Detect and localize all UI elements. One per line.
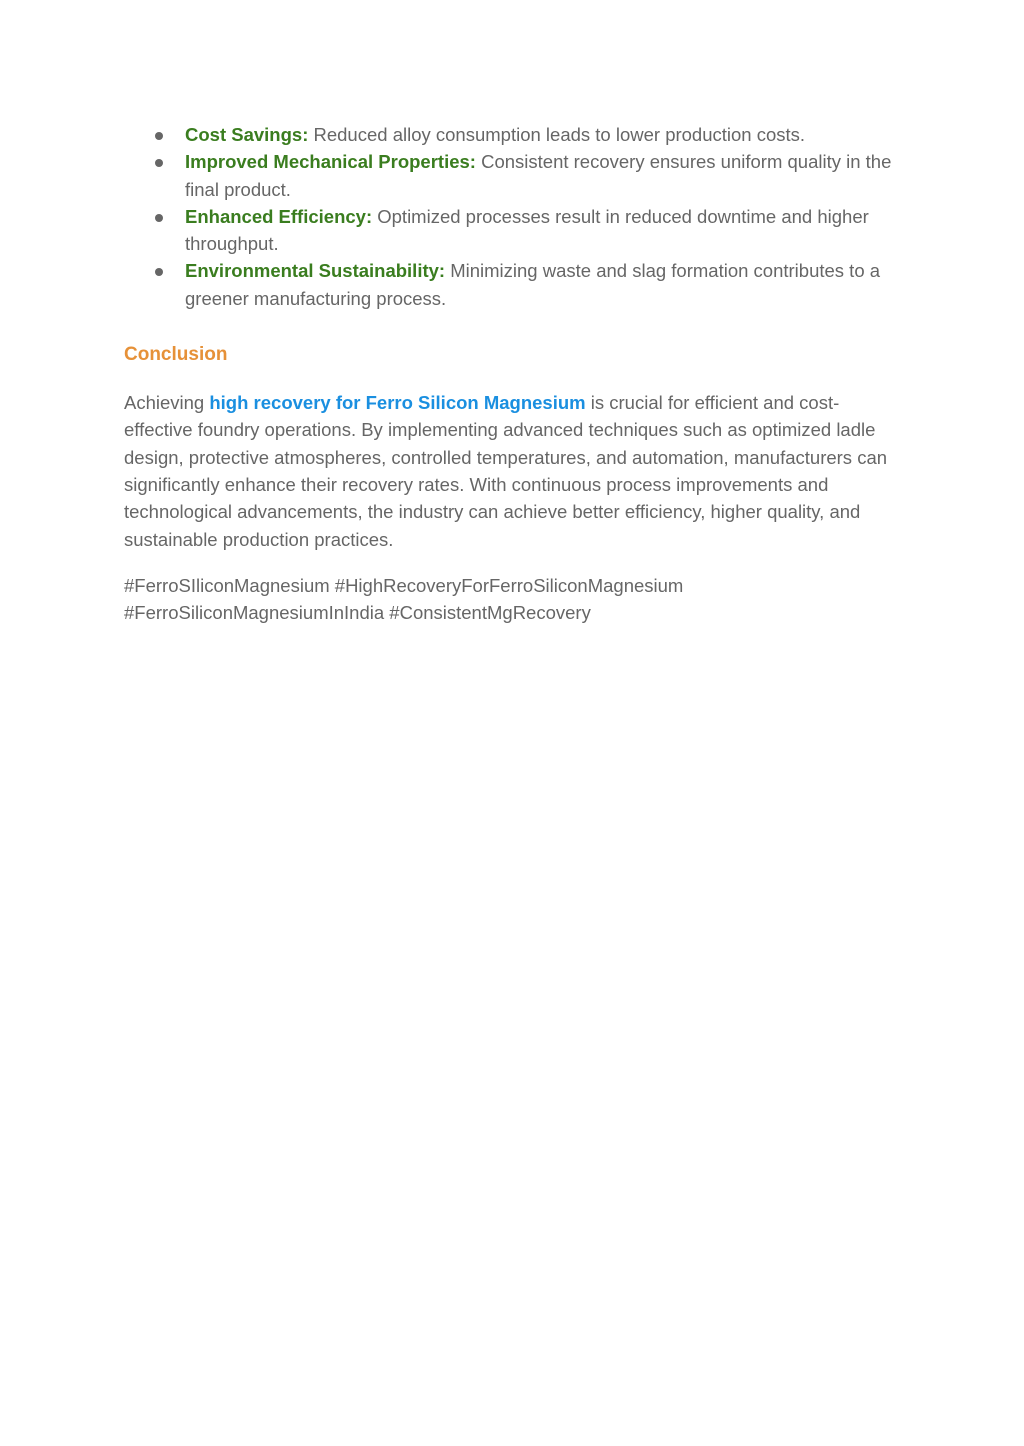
benefit-text: Reduced alloy consumption leads to lower production costs. bbox=[308, 124, 806, 145]
hashtags-line-2: #FerroSiliconMagnesiumInIndia #ConsistentMgRecovery bbox=[124, 602, 591, 624]
hashtags-line-1: #FerroSIliconMagnesium #HighRecoveryForFerroSiliconMagnesium bbox=[124, 574, 684, 596]
bullet-icon bbox=[155, 159, 163, 167]
benefit-term: Enhanced Efficiency: bbox=[185, 205, 373, 227]
benefits-list bbox=[124, 121, 904, 312]
benefit-term: Cost Savings: bbox=[185, 124, 309, 145]
conclusion-paragraph bbox=[124, 389, 904, 553]
benefit-text: Optimized processes result in reduced downtime and higher throughput. bbox=[185, 205, 869, 255]
list-item bbox=[185, 121, 904, 148]
list-item bbox=[185, 148, 904, 203]
benefit-text: Minimizing waste and slag formation contributes to a greener manufacturing process. bbox=[185, 260, 881, 309]
list-item bbox=[185, 257, 904, 312]
conclusion-heading: Conclusion bbox=[124, 344, 228, 366]
document-page bbox=[124, 121, 904, 626]
conclusion-intro: Achieving bbox=[124, 392, 210, 414]
bullet-icon bbox=[155, 132, 163, 140]
bullet-icon bbox=[155, 268, 163, 276]
benefit-term: Improved Mechanical Properties: bbox=[185, 151, 476, 173]
ferro-silicon-magnesium-link[interactable]: high recovery for Ferro Silicon Magnesium bbox=[209, 392, 586, 414]
list-item bbox=[185, 203, 904, 258]
benefit-term: Environmental Sustainability: bbox=[185, 260, 446, 282]
benefit-text: Consistent recovery ensures uniform quality in the final product. bbox=[185, 151, 892, 200]
conclusion-body: is crucial for efficient and cost-effective foundry operations. By implementing advanced techniques such as optimized ladle design, protective atmospheres, controlled temperatures, and automation, manufacturers can significantly enhance their recovery rates. With continuous process improvements and technological advancements, the industry can achieve better efficiency, higher quality, and sustainable production practices. bbox=[124, 392, 888, 550]
bullet-icon bbox=[155, 214, 163, 222]
hashtags bbox=[124, 572, 904, 627]
